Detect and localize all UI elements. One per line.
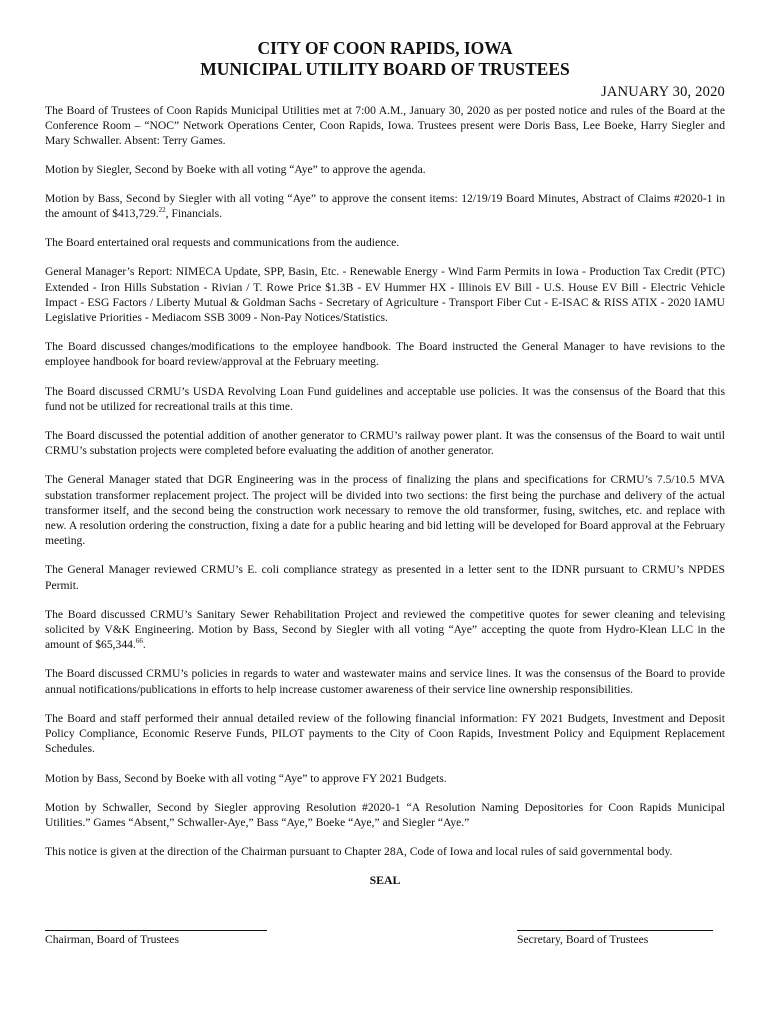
- paragraph-generator: The Board discussed the potential addition of another generator to CRMU’s railway power plant. It was the consensus of the Board to wait until CRMU’s substation projects were completed before evaluating the addition of another generator.: [45, 429, 725, 458]
- seal-label: SEAL: [369, 873, 401, 888]
- signature-block: [45, 916, 725, 956]
- paragraph-transformer: The General Manager stated that DGR Engineering was in the process of finalizing the plans and specifications for CRMU’s 7.5/10.5 MVA substation transformer replacement project. The project will be divided into two sections: the first being the purchase and delivery of the actual transformer itself, and the second being the construction work necessary to remove the old transformer, fusing, switches, etc. and replace with new. A resolution ordering the construction, fixing a date for a public hearing and bid letting will be developed for Board approval at the February meeting.: [45, 473, 725, 548]
- consent-cents: 22: [158, 206, 166, 215]
- paragraph-consent-motion: [45, 191, 725, 221]
- title-line-2: MUNICIPAL UTILITY BOARD OF TRUSTEES: [200, 59, 570, 79]
- paragraph-audience: The Board entertained oral requests and communications from the audience.: [45, 236, 400, 250]
- secretary-signature-line: [517, 916, 713, 931]
- paragraph-financial-review: The Board and staff performed their annual detailed review of the following financial information: FY 2021 Budgets, Investment and Deposit Policy Compliance, Economic Reserve Funds, PILOT payments to the City of Coon Rapids, Investment Policy and Equipment Replacement Schedules.: [45, 711, 725, 756]
- secretary-label: Secretary, Board of Trustees: [517, 933, 649, 946]
- paragraph-notice: This notice is given at the direction of the Chairman pursuant to Chapter 28A, Code of Iowa and local rules of said governmental body.: [45, 845, 673, 859]
- paragraph-budget-motion: Motion by Bass, Second by Boeke with all voting “Aye” to approve FY 2021 Budgets.: [45, 771, 447, 785]
- sewer-cents: 66: [135, 637, 143, 646]
- secretary-signature: [517, 916, 713, 946]
- paragraph-opening: The Board of Trustees of Coon Rapids Municipal Utilities met at 7:00 A.M., January 30, 2020 as per posted notice and rules of the Board at the Conference Room – “NOC” Network Operations Center, Coon Rapids, Iowa. Trustees present were Doris Bass, Lee Boeke, Harry Siegler and Mary Schwaller. Absent: Terry Games.: [45, 104, 725, 148]
- chairman-signature: [45, 916, 267, 946]
- paragraph-sewer: [45, 607, 725, 653]
- consent-text-end: , Financials.: [165, 207, 223, 221]
- paragraph-ecoli: The General Manager reviewed CRMU’s E. coli compliance strategy as presented in a letter sent to the IDNR pursuant to CRMU’s NPDES Permit.: [45, 563, 725, 592]
- sewer-text-end: .: [142, 638, 146, 652]
- paragraph-gm-report: General Manager’s Report: NIMECA Update, SPP, Basin, Etc. - Renewable Energy - Wind Farm Permits in Iowa - Production Tax Credit (PTC) Extended - Iron Hills Substation - Rivian / T. Rowe Price $1.3B - EV Hummer HX - Illinois EV Bill - U.S. House EV Bill - Electric Vehicle Impact - ESG Factors / Liberty Mutual & Goldman Sachs - Secretary of Agriculture - Transport Fiber Cut - E-ISAC & RISS ATIX - 2020 IAMU Legislative Priorities - Mediacom SSB 3009 - Non-Pay Notices/Statistics.: [45, 265, 725, 325]
- chairman-label: Chairman, Board of Trustees: [45, 933, 179, 946]
- sewer-text: The Board discussed CRMU’s Sanitary Sewer Rehabilitation Project and reviewed the competitive quotes for sewer cleaning and televising solicited by V&K Engineering. Motion by Bass, Second by Siegler with all voting “Aye” accepting the quote from Hydro-Klean LLC in the amount of $65,344.: [45, 607, 725, 652]
- meeting-date: JANUARY 30, 2020: [601, 84, 725, 100]
- paragraph-handbook: The Board discussed changes/modifications to the employee handbook. The Board instructed the General Manager to have revisions to the employee handbook for board review/approval at the February meeting.: [45, 340, 725, 369]
- paragraph-loan-fund: The Board discussed CRMU’s USDA Revolving Loan Fund guidelines and acceptable use policies. It was the consensus of the Board that this fund not be utilized for recreational trails at this time.: [45, 384, 725, 413]
- paragraph-service-lines: The Board discussed CRMU’s policies in regards to water and wastewater mains and service lines. It was the consensus of the Board to provide annual notifications/publications in efforts to help increase customer awareness of their service line ownership responsibilities.: [45, 667, 725, 696]
- title-line-1: CITY OF COON RAPIDS, IOWA: [257, 38, 513, 58]
- paragraph-resolution: Motion by Schwaller, Second by Siegler approving Resolution #2020-1 “A Resolution Naming Depositories for Coon Rapids Municipal Utilities.” Games “Absent,” Schwaller-Aye,” Bass “Aye,” Boeke “Aye,” and Siegler “Aye.”: [45, 800, 725, 829]
- paragraph-agenda-motion: Motion by Siegler, Second by Boeke with all voting “Aye” to approve the agenda.: [45, 162, 426, 176]
- chairman-signature-line: [45, 916, 267, 931]
- consent-text: Motion by Bass, Second by Siegler with all voting “Aye” to approve the consent items: 12/19/19 Board Minutes, Abstract of Claims #2020-1 in the amount of $413,729.: [45, 191, 725, 221]
